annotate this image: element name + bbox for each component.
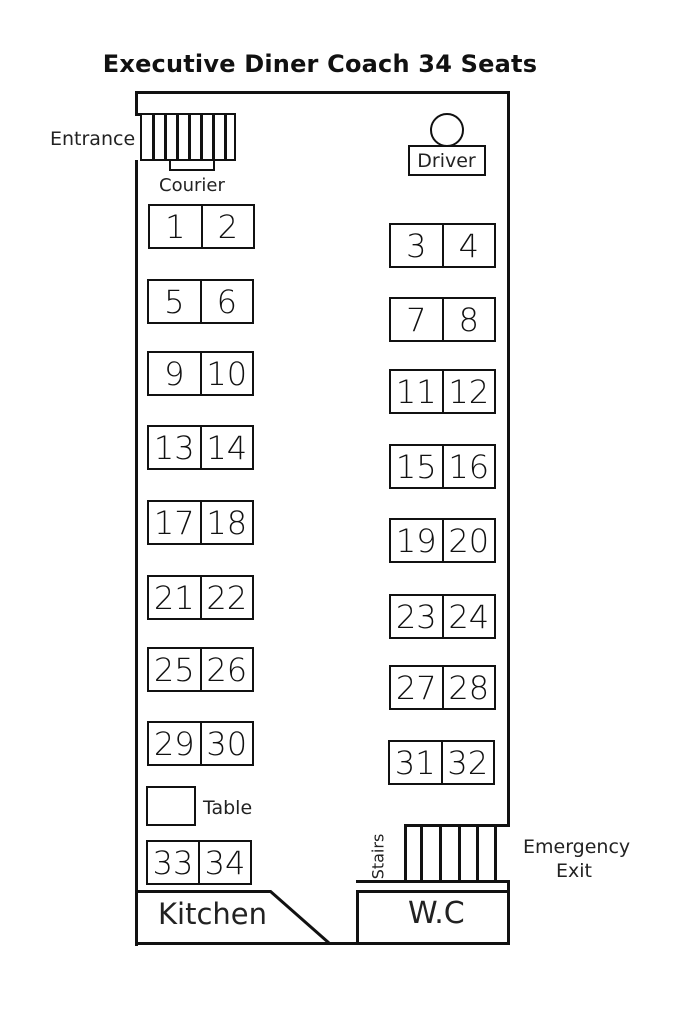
seat[interactable]: 12 bbox=[442, 371, 495, 412]
seat-row bbox=[147, 575, 254, 620]
seat[interactable]: 10 bbox=[200, 353, 253, 394]
seat[interactable]: 22 bbox=[200, 577, 253, 618]
seat[interactable]: 9 bbox=[164, 354, 185, 393]
seat[interactable]: 2 bbox=[201, 206, 254, 247]
seat[interactable]: 26 bbox=[200, 649, 253, 690]
seat[interactable]: 4 bbox=[442, 225, 495, 266]
seat-row bbox=[389, 369, 496, 414]
stairs-label: Stairs bbox=[368, 833, 388, 880]
seat[interactable]: 17 bbox=[153, 503, 195, 542]
emergency-exit-label-line1: Emergency bbox=[523, 836, 631, 858]
seat[interactable]: 30 bbox=[200, 723, 253, 764]
seat[interactable]: 11 bbox=[395, 372, 437, 411]
seat[interactable]: 19 bbox=[395, 521, 437, 560]
seat[interactable]: 16 bbox=[442, 446, 495, 487]
wc-label: W.C bbox=[408, 896, 465, 931]
seat[interactable]: 23 bbox=[395, 597, 437, 636]
seat-row bbox=[146, 840, 252, 885]
driver-seat bbox=[408, 145, 486, 176]
seat[interactable]: 8 bbox=[442, 299, 495, 340]
seat[interactable]: 14 bbox=[200, 427, 253, 468]
seat[interactable]: 5 bbox=[164, 282, 185, 321]
courier-label: Courier bbox=[159, 175, 225, 196]
entrance-label: Entrance bbox=[50, 128, 136, 150]
seat[interactable]: 29 bbox=[153, 724, 195, 763]
table-label: Table bbox=[203, 797, 253, 819]
seat-row bbox=[147, 647, 254, 692]
table bbox=[146, 786, 196, 826]
seat-row bbox=[147, 425, 254, 470]
seat-row bbox=[147, 721, 254, 766]
seat-row bbox=[147, 500, 254, 545]
seat[interactable]: 20 bbox=[442, 520, 495, 561]
seat[interactable]: 27 bbox=[395, 668, 437, 707]
diagram-title: Executive Diner Coach 34 Seats bbox=[102, 50, 538, 78]
seat-row bbox=[389, 665, 496, 710]
driver-label: Driver bbox=[417, 150, 476, 172]
emergency-exit-label-line2: Exit bbox=[556, 860, 592, 882]
courier-seat bbox=[169, 159, 215, 171]
seat-row bbox=[389, 444, 496, 489]
seat-row bbox=[147, 279, 254, 324]
seat[interactable]: 15 bbox=[395, 447, 437, 486]
seat-row bbox=[148, 204, 255, 249]
seat[interactable]: 32 bbox=[441, 742, 494, 783]
seat-row bbox=[389, 297, 496, 342]
seat-row bbox=[389, 518, 496, 563]
kitchen-slant bbox=[266, 888, 336, 946]
kitchen-label: Kitchen bbox=[158, 897, 267, 931]
seat[interactable]: 13 bbox=[153, 428, 195, 467]
seat[interactable]: 3 bbox=[406, 226, 427, 265]
seat-row bbox=[147, 351, 254, 396]
seat[interactable]: 24 bbox=[442, 596, 495, 637]
seat-row bbox=[389, 223, 496, 268]
seat-row bbox=[388, 740, 495, 785]
seat[interactable]: 18 bbox=[200, 502, 253, 543]
seat[interactable]: 34 bbox=[198, 842, 250, 883]
seat[interactable]: 21 bbox=[153, 578, 195, 617]
steering-wheel-icon bbox=[430, 113, 464, 147]
seat[interactable]: 28 bbox=[442, 667, 495, 708]
seat[interactable]: 1 bbox=[165, 207, 186, 246]
seat[interactable]: 6 bbox=[200, 281, 253, 322]
seat[interactable]: 25 bbox=[153, 650, 195, 689]
seat[interactable]: 31 bbox=[394, 743, 436, 782]
seat-row bbox=[389, 594, 496, 639]
seat[interactable]: 33 bbox=[152, 843, 194, 882]
seat[interactable]: 7 bbox=[406, 300, 427, 339]
